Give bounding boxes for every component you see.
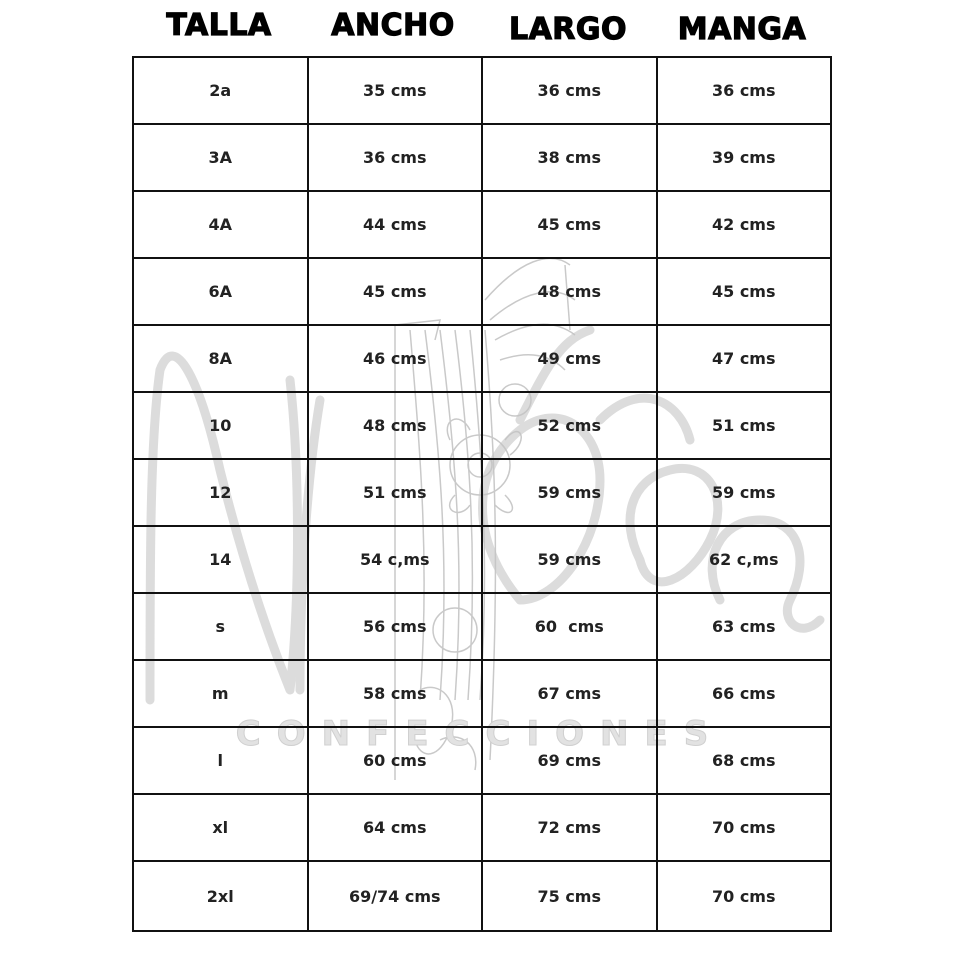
table-row xyxy=(133,861,831,931)
cell-largo: 45 cms xyxy=(482,191,657,258)
table-row xyxy=(133,593,831,660)
cell-talla: xl xyxy=(133,794,308,861)
cell-talla: 2xl xyxy=(133,861,308,931)
table-row xyxy=(133,258,831,325)
cell-largo: 36 cms xyxy=(482,57,657,124)
header-talla: TALLA xyxy=(166,8,272,43)
table-row xyxy=(133,459,831,526)
cell-talla: 14 xyxy=(133,526,308,593)
cell-manga: 63 cms xyxy=(657,593,832,660)
cell-ancho: 44 cms xyxy=(308,191,483,258)
cell-talla: 6A xyxy=(133,258,308,325)
cell-ancho: 46 cms xyxy=(308,325,483,392)
cell-talla: 10 xyxy=(133,392,308,459)
cell-talla: 4A xyxy=(133,191,308,258)
cell-ancho: 36 cms xyxy=(308,124,483,191)
cell-talla: s xyxy=(133,593,308,660)
cell-manga: 59 cms xyxy=(657,459,832,526)
cell-ancho: 45 cms xyxy=(308,258,483,325)
table-row xyxy=(133,660,831,727)
cell-largo: 59 cms xyxy=(482,526,657,593)
watermark-brand-text: CONFECCIONES xyxy=(235,714,725,754)
cell-largo: 52 cms xyxy=(482,392,657,459)
cell-ancho: 56 cms xyxy=(308,593,483,660)
table-row xyxy=(133,191,831,258)
table-row xyxy=(133,727,831,794)
cell-ancho: 54 c,ms xyxy=(308,526,483,593)
cell-ancho: 69/74 cms xyxy=(308,861,483,931)
size-table-header xyxy=(132,0,831,56)
cell-largo: 67 cms xyxy=(482,660,657,727)
table-row xyxy=(133,794,831,861)
cell-ancho: 35 cms xyxy=(308,57,483,124)
cell-manga: 51 cms xyxy=(657,392,832,459)
cell-talla: 2a xyxy=(133,57,308,124)
cell-ancho: 51 cms xyxy=(308,459,483,526)
cell-manga: 62 c,ms xyxy=(657,526,832,593)
table-row xyxy=(133,392,831,459)
cell-largo: 48 cms xyxy=(482,258,657,325)
header-largo: LARGO xyxy=(508,12,628,47)
header-manga: MANGA xyxy=(677,12,807,47)
cell-manga: 70 cms xyxy=(657,861,832,931)
cell-largo: 69 cms xyxy=(482,727,657,794)
cell-largo: 75 cms xyxy=(482,861,657,931)
cell-talla: 3A xyxy=(133,124,308,191)
cell-ancho: 60 cms xyxy=(308,727,483,794)
cell-manga: 42 cms xyxy=(657,191,832,258)
table-row xyxy=(133,325,831,392)
cell-manga: 66 cms xyxy=(657,660,832,727)
table-row xyxy=(133,57,831,124)
cell-ancho: 64 cms xyxy=(308,794,483,861)
cell-largo: 60 cms xyxy=(482,593,657,660)
header-ancho: ANCHO xyxy=(331,8,455,43)
cell-manga: 36 cms xyxy=(657,57,832,124)
table-row xyxy=(133,124,831,191)
cell-talla: 8A xyxy=(133,325,308,392)
cell-largo: 49 cms xyxy=(482,325,657,392)
cell-largo: 59 cms xyxy=(482,459,657,526)
cell-talla: m xyxy=(133,660,308,727)
cell-manga: 45 cms xyxy=(657,258,832,325)
table-row xyxy=(133,526,831,593)
cell-ancho: 58 cms xyxy=(308,660,483,727)
cell-manga: 39 cms xyxy=(657,124,832,191)
size-table xyxy=(132,56,832,932)
cell-talla: l xyxy=(133,727,308,794)
cell-largo: 38 cms xyxy=(482,124,657,191)
cell-largo: 72 cms xyxy=(482,794,657,861)
cell-ancho: 48 cms xyxy=(308,392,483,459)
cell-manga: 68 cms xyxy=(657,727,832,794)
cell-manga: 70 cms xyxy=(657,794,832,861)
cell-talla: 12 xyxy=(133,459,308,526)
cell-manga: 47 cms xyxy=(657,325,832,392)
